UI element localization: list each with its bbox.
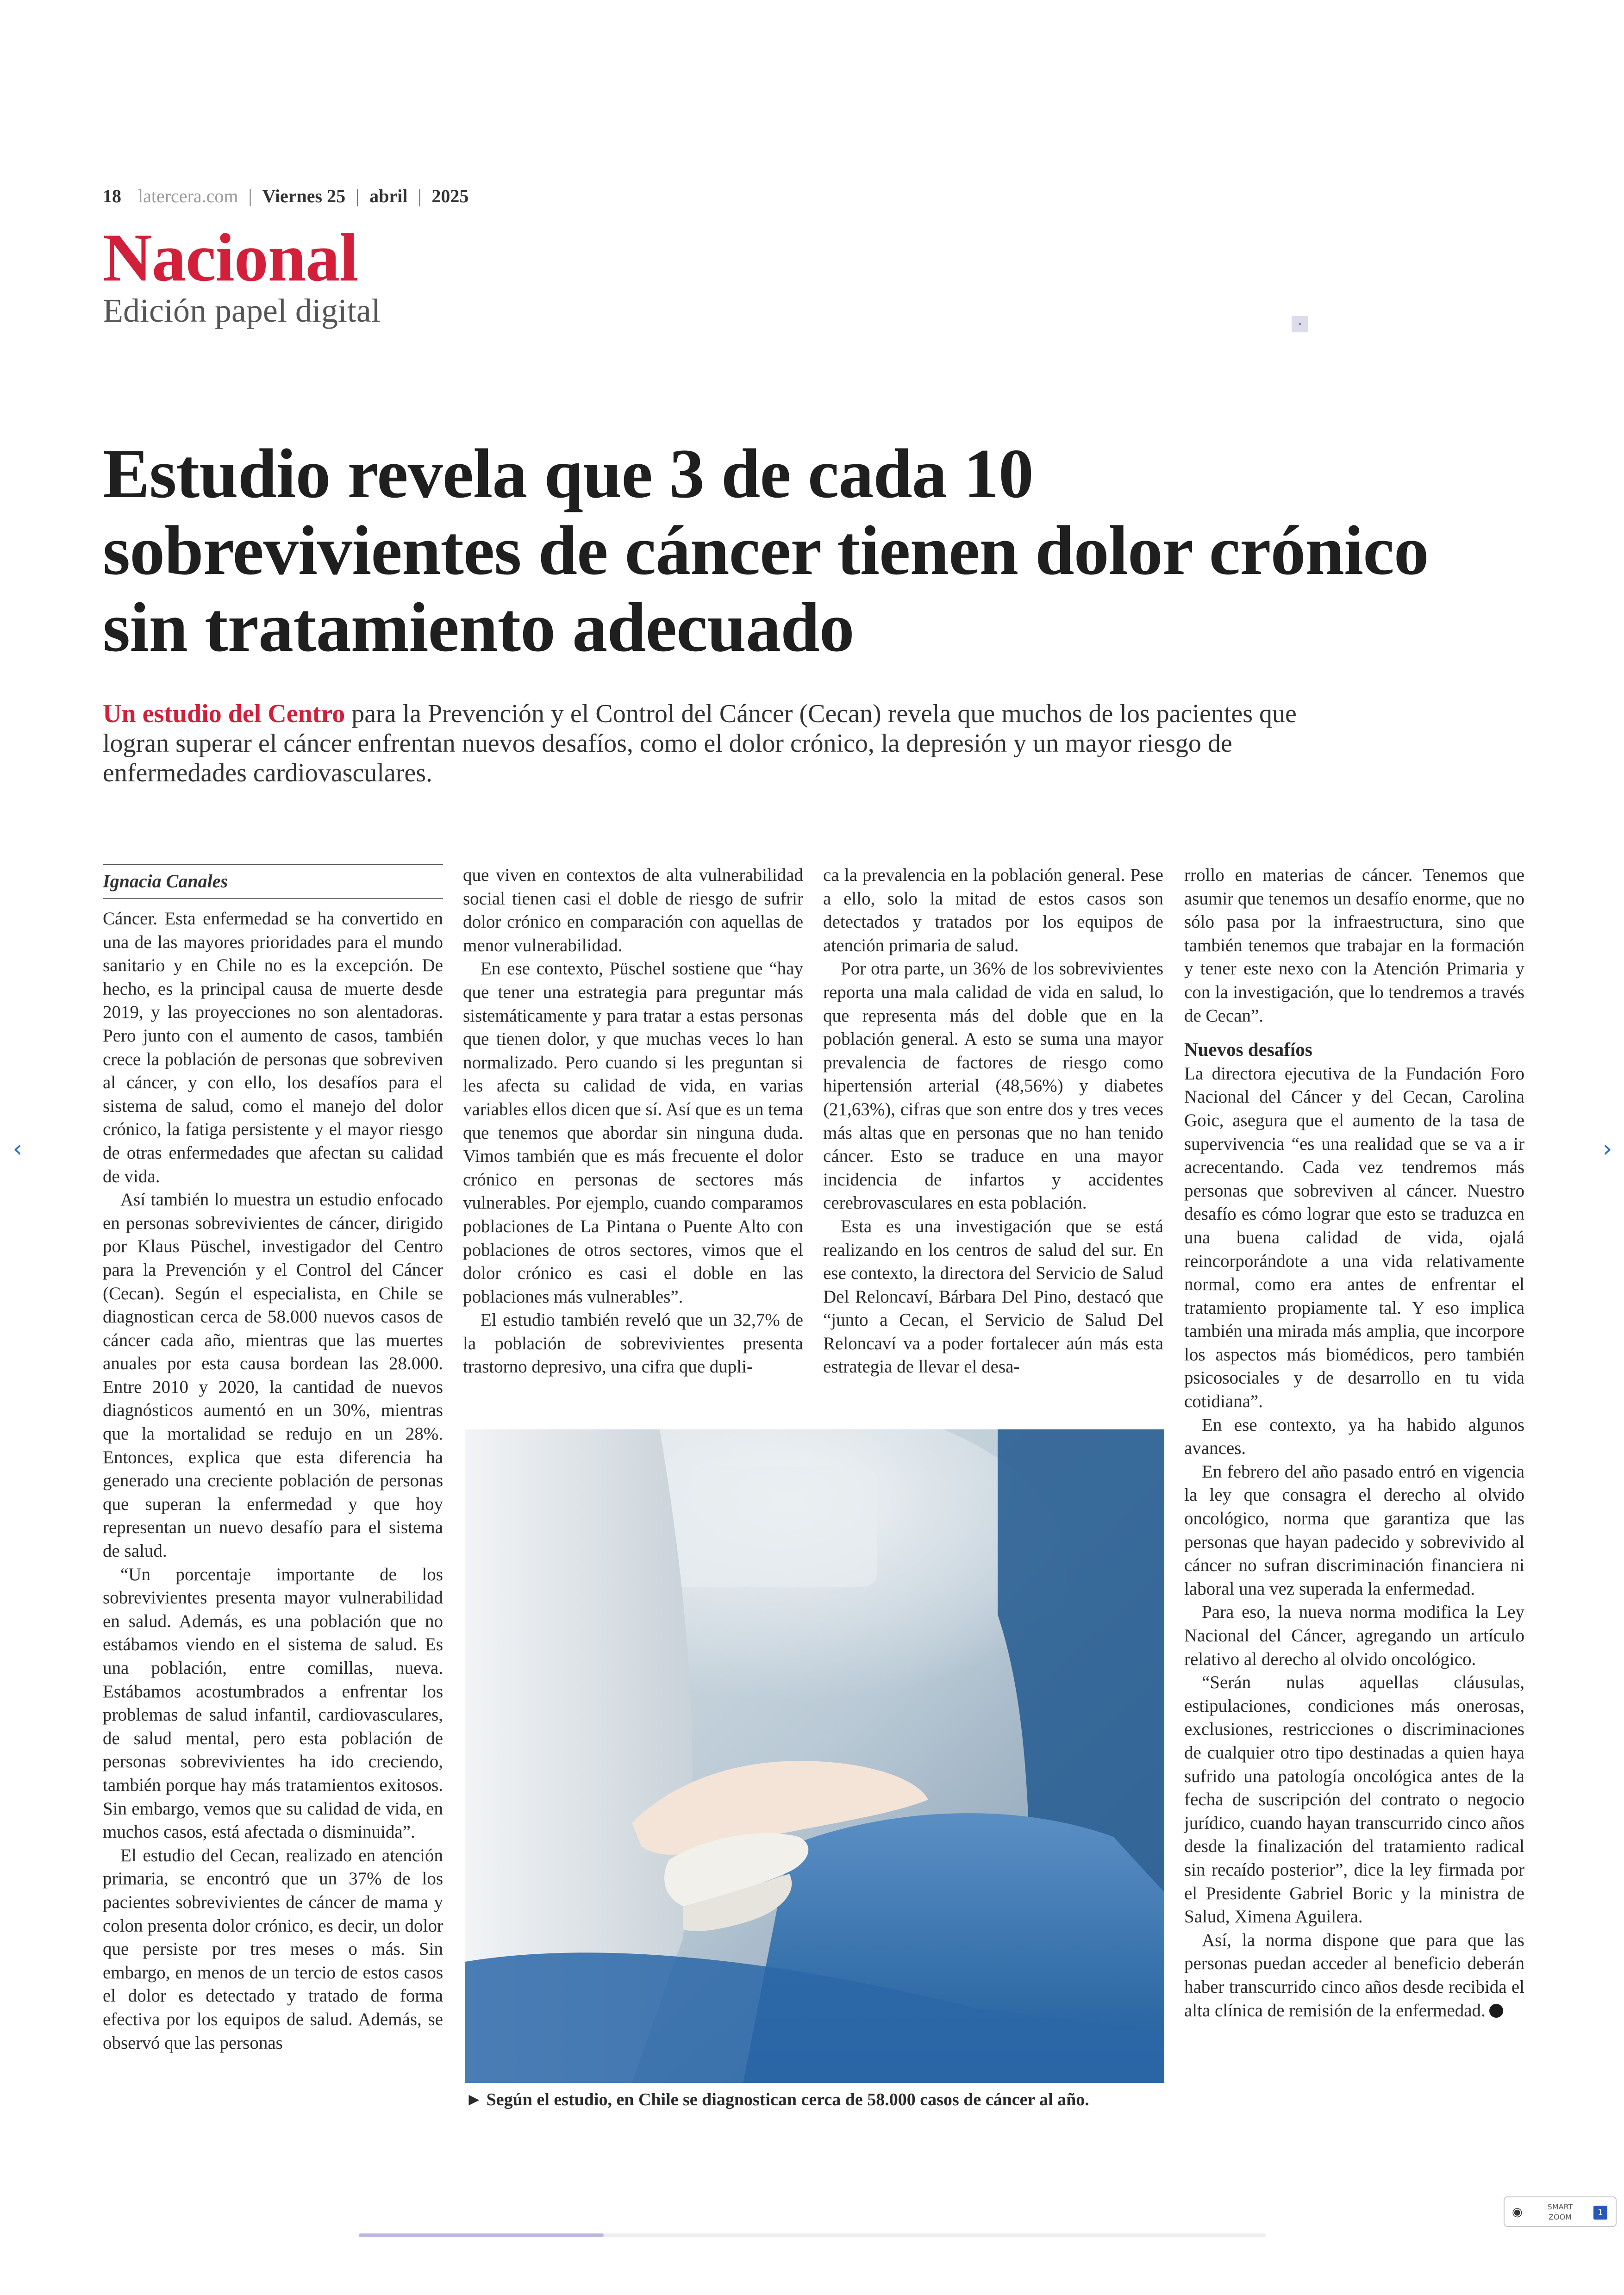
paragraph: El estudio también reveló que un 32,7% de la población de sobrevivientes presenta trastorno depresivo, una cifra que dupli- [463,1310,803,1377]
date-day: Viernes 25 [262,186,346,206]
page-scroll-thumb[interactable] [359,2233,604,2237]
paragraph-last [1184,1929,1524,2022]
date-month: abril [369,186,408,206]
page-number: 18 [103,186,121,206]
paragraph: En ese contexto, ya ha habido algunos avances. [1184,1415,1524,1459]
hospital-patient-photo [465,1429,1164,2083]
byline: Ignacia Canales [103,871,228,892]
site-name: latercera.com [138,186,238,206]
paragraph-text: Así, la norma dispone que para que las personas puedan acceder al beneficio deberán haber transcurrido cinco años desde recibida el alta clínica de remisión de la enfermedad. [1184,1930,1524,2021]
section-subtitle: Edición papel digital [103,292,381,329]
paragraph: “Un porcentaje importante de los sobrevivientes presenta mayor vulnerabilidad en salud. Además, es una población que no estábamos viendo en el sistema de salud. Es una población, entre comillas, nueva. Estábamos acostumbrados a enfrentar los problemas de salud infantil, cardiovasculares, de salud mental, pero esta población de personas sobrevivientes ha ido creciendo, también porque hay más tratamientos exitosos. Sin embargo, vemos que su calidad de vida, en muchos casos, está afectada o disminuida”. [103,1564,443,1842]
paragraph: Para eso, la nueva norma modifica la Ley Nacional del Cáncer, agregando un artículo relativo al derecho al olvido oncológico. [1184,1602,1524,1669]
previous-page-icon[interactable]: ‹ [12,1135,23,1163]
paragraph: rrollo en materias de cáncer. Tenemos que asumir que tenemos un desafío enorme, que no sólo pasa por la infraestructura, sino que también tenemos que trabajar en la formación y tener este nexo con la Atención Primaria y con la investigación, que lo tendremos a través de Cecan”. [1184,865,1524,1026]
paragraph: En febrero del año pasado entró en vigencia la ley que consagra el derecho al olvido oncológico, norma que garantiza que las personas que hayan padecido y sobrevivido al cáncer no sufran discriminación financiera ni laboral una vez superada la enfermedad. [1184,1461,1524,1599]
photo-caption [465,2089,1089,2110]
paragraph: Así también lo muestra un estudio enfocado en personas sobrevivientes de cáncer, dirigido por Klaus Püschel, investigador del Centro para la Prevención y el Control del Cáncer (Cecan). Según el especialista, en Chile se diagnostican cerca de 58.000 nuevos casos de cáncer cada año, mientras que las muertes anuales por esta causa bordean las 28.000. Entre 2010 y 2020, la cantidad de nuevos diagnósticos aumentó en un 30%, mientras que la mortalidad se redujo en un 28%. Entonces, explica que esta diferencia ha generado una creciente población de personas que superan la enfermedad y que hoy representan un nuevo desafío para el sistema de salud. [103,1190,443,1561]
page-scroll-bar[interactable] [359,2233,1266,2237]
lead-kicker: Un estudio del Centro [103,699,345,728]
smart-zoom-label: SMART ZOOM [1547,2202,1573,2221]
smart-zoom-badge: 1 [1593,2206,1607,2220]
article-column-4 [1184,864,1524,2022]
date-year: 2025 [431,186,469,206]
caption-text: Según el estudio, en Chile se diagnostican cerca de 58.000 casos de cáncer al año. [486,2090,1089,2109]
smart-zoom-button[interactable] [1504,2196,1617,2227]
next-page-icon[interactable]: › [1602,1135,1612,1163]
paragraph: Esta es una investigación que se está realizando en los centros de salud del sur. En ese contexto, la directora del Servicio de Salud Del Reloncaví, Bárbara Del Pino, destacó que “junto a Cecan, el Servicio de Salud Del Reloncaví va a poder fortalecer aún más esta estrategia de llevar el desa- [823,1216,1163,1377]
page-marker-icon: ▪ [1292,316,1308,332]
paragraph: Cáncer. Esta enfermedad se ha convertido en una de las mayores prioridades para el mundo sanitario y en Chile no es la excepción. De hecho, es la principal causa de muerte desde 2019, y las proyecciones no son alentadoras. Pero junto con el aumento de casos, también crece la población de personas que sobreviven al cáncer, y con ello, los desafíos para el sistema de salud, como el manejo del dolor crónico, la fatiga persistente y el mayor riesgo de otras enfermedades que afectan su calidad de vida. [103,909,443,1186]
paragraph: “Serán nulas aquellas cláusulas, estipulaciones, condiciones más onerosas, exclusiones, restricciones o discriminaciones de cualquier otro tipo destinadas a quien haya sufrido una patología oncológica antes de la fecha de suscripción del contrato o negocio jurídico, cuando hayan transcurrido cinco años desde la finalización del tratamiento radical sin recaído posterior”, dice la ley firmada por el Presidente Gabriel Boric y la ministra de Salud, Ximena Aguilera. [1184,1672,1524,1927]
paragraph: La directora ejecutiva de la Fundación Foro Nacional del Cáncer y del Cecan, Carolina Goic, asegura que el aumento de la tasa de supervivencia “es una realidad que se va a ir acrecentando. Cada vez tendremos más personas que sobreviven al cáncer. Nuestro desafío es cómo lograr que esto se traduzca en una buena calidad de vida, ojalá reincorporándote a una vida relativamente normal, como era antes de enfrentar el tratamiento propiamente tal. Y eso implica también una mirada más amplia, que incorpore los aspectos más biomédicos, pero también psicosociales y de desarrollo en tu vida cotidiana”. [1184,1063,1524,1412]
paragraph: Por otra parte, un 36% de los sobrevivientes reporta una mala calidad de vida en salud, lo que representa más del doble que en la población general. A esto se suma una mayor prevalencia de factores de riesgo como hipertensión arterial (48,56%) y diabetes (21,63%), cifras que son entre dos y tres veces más altas que en personas que no han tenido cáncer. Esto se traduce en una mayor incidencia de infartos y accidentes cerebrovasculares en esta población. [823,959,1163,1213]
paragraph: que viven en contextos de alta vulnerabilidad social tienen casi el doble de riesgo de sufrir dolor crónico en comparación con aquellas de menor vulnerabilidad. [463,865,803,955]
byline-rule [103,864,443,865]
caption-marker-icon: ► [465,2090,483,2109]
byline-rule [103,898,443,899]
eye-icon: ◉ [1512,2205,1523,2219]
paragraph: ca la prevalencia en la población general. Pese a ello, solo la mitad de estos casos son detectados y tratados por los equipos de atención primaria de salud. [823,865,1163,955]
article-column-1 [103,907,443,2055]
separator: | [418,186,422,206]
page-header [103,185,468,207]
article-column-3 [823,864,1163,1379]
subheading: Nuevos desafíos [1184,1039,1312,1060]
separator: | [356,186,360,206]
end-of-article-mark [1489,2004,1503,2018]
paragraph: El estudio del Cecan, realizado en atención primaria, se encontró que un 37% de los pacientes sobrevivientes de cáncer de mama y colon presenta dolor crónico, es decir, un dolor que persiste por tres meses o más. Sin embargo, en menos de un tercio de estos casos el dolor es detectado y tratado de forma efectiva por los equipos de salud. Además, se observó que las personas [103,1845,443,2053]
article-column-2 [463,864,803,1379]
article-lead [103,699,1367,788]
paragraph: En ese contexto, Püschel sostiene que “hay que tener una estrategia para preguntar más sistemáticamente y para tratar a estas personas que tienen dolor, y que muchas veces lo han normalizado. Pero cuando si les preguntan si les afecta su calidad de vida, en varias variables ellos dicen que sí. Así que es un tema que tenemos que abordar sin ninguna duda. Vimos también que es más frecuente el dolor crónico en personas de sectores más vulnerables. Por ejemplo, cuando comparamos poblaciones de La Pintana o Puente Alto con poblaciones de otros sectores, vimos que el dolor crónico es casi el doble en las poblaciones más vulnerables”. [463,959,803,1307]
article-photo [465,1429,1164,2083]
section-title: Nacional [103,220,358,296]
article-headline: Estudio revela que 3 de cada 10 sobrevivientes de cáncer tienen dolor crónico sin tratamiento adecuado [103,435,1429,666]
lead-text: para la Prevención y el Control del Cáncer (Cecan) revela que muchos de los pacientes que logran superar el cáncer enfrentan nuevos desafíos, como el dolor crónico, la depresión y un mayor riesgo de enfermedades cardiovasculares. [103,699,1297,787]
separator: | [248,186,252,206]
